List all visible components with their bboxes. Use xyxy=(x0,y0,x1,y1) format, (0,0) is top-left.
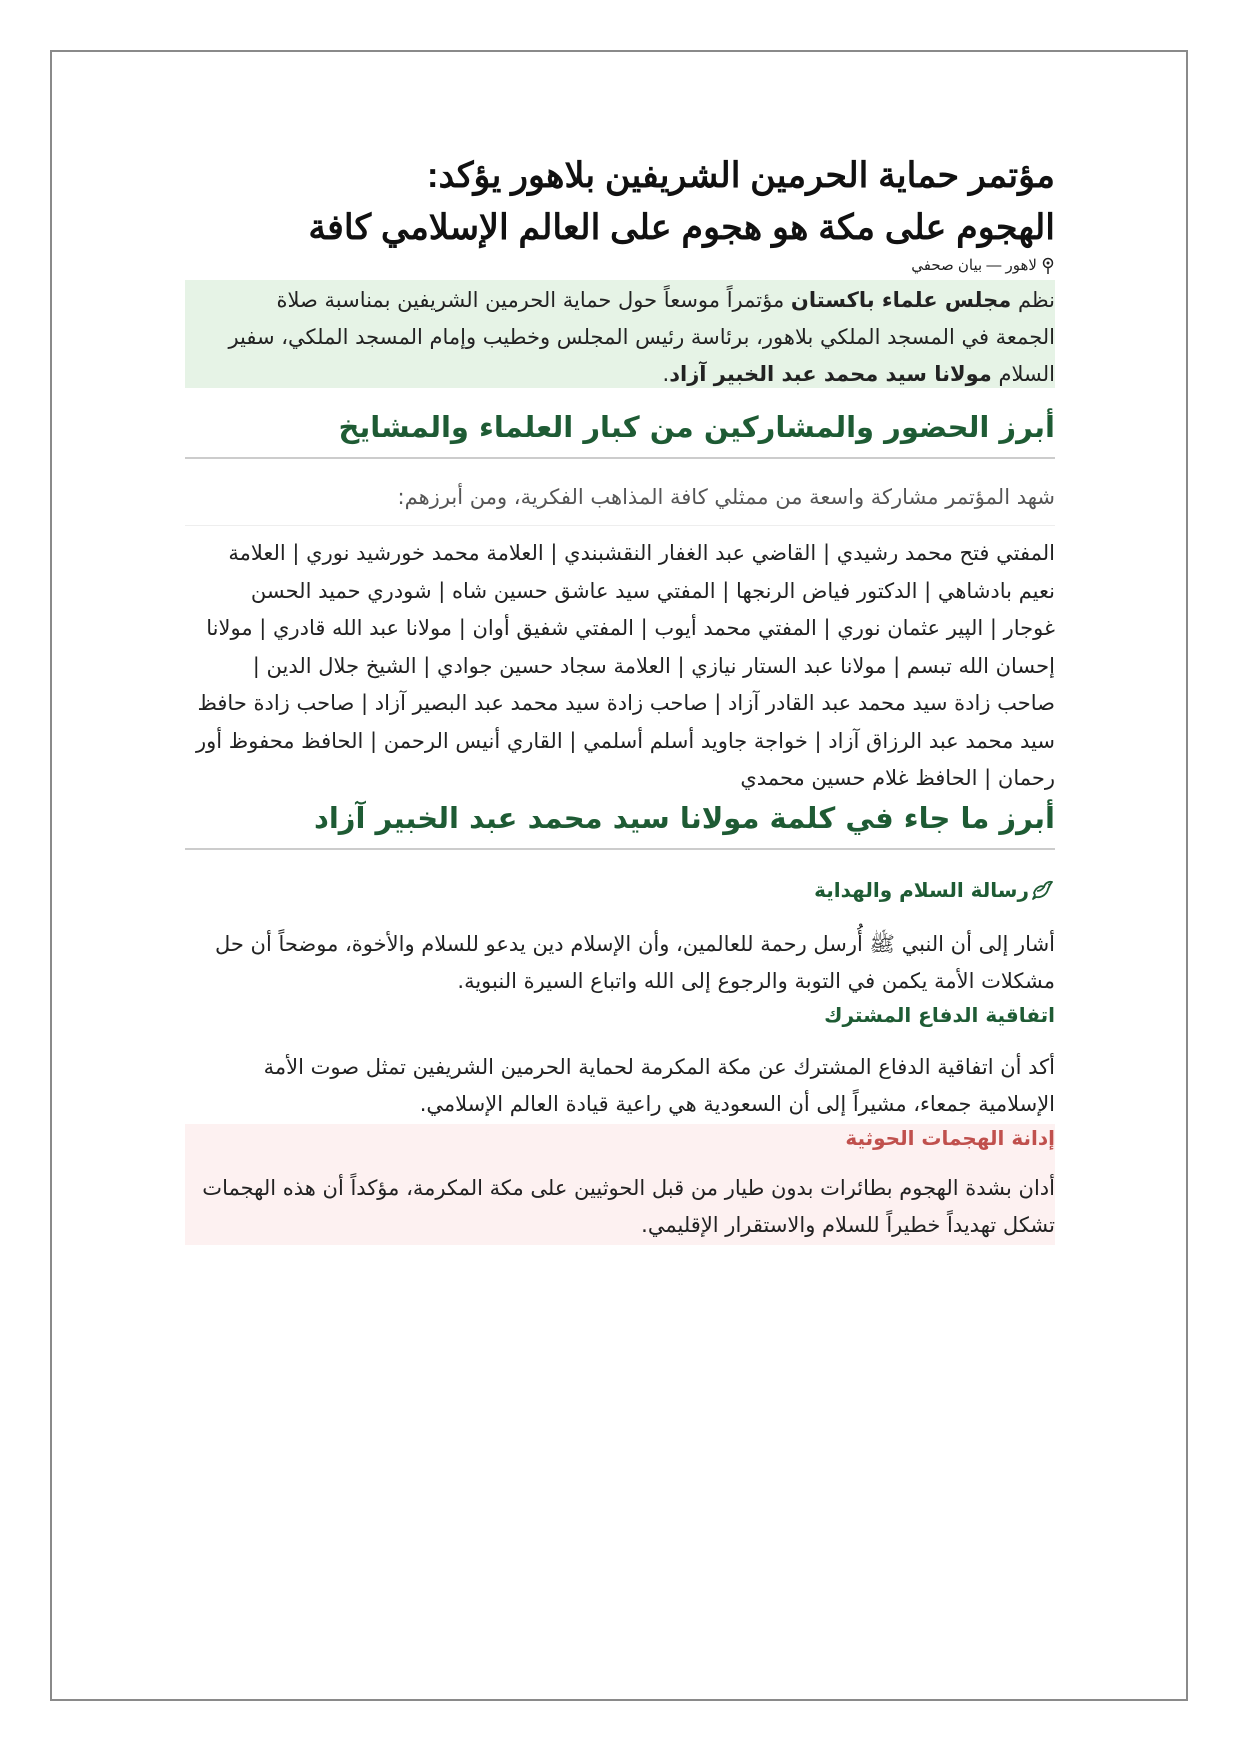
intro-org-name: مجلس علماء باكستان xyxy=(790,288,1012,312)
participants-list: المفتي فتح محمد رشيدي | القاضي عبد الغفار النقشبندي | العلامة محمد خورشيد نوري | العلامة نعيم بادشاهي | الدكتور فياض الرنجها | المفتي سيد عاشق حسين شاه | شودري حميد الحسن غوجار | الپير عثمان نوري | المفتي محمد أيوب | المفتي شفيق أوان | مولانا عبد الله قادري | مولانا إحسان الله تبسم | مولانا عبد الستار نيازي | العلامة سجاد حسين جوادي | الشيخ جلال الدين | صاحب زادة سيد محمد عبد القادر آزاد | صاحب زادة سيد محمد عبد البصير آزاد | صاحب زادة حافظ سيد محمد عبد الرزاق آزاد | خواجة جاويد أسلم أسلمي | القاري أنيس الرحمن | الحافظ محفوظ أور رحمان | الحافظ غلام حسين محمدي xyxy=(196,541,1055,790)
point-title-text: رسالة السلام والهداية xyxy=(814,877,1029,902)
intro-text-1: نظم xyxy=(1011,288,1055,312)
point-title-text: اتفاقية الدفاع المشترك xyxy=(824,1002,1055,1027)
intro-text-2: مؤتمراً موسعاً حول حماية الحرمين الشريفين بمناسبة صلاة الجمعة في المسجد الملكي بلاهور، برئاسة رئيس المجلس وخطيب وإمام المسجد الملكي، سفير السلام xyxy=(228,288,1055,386)
article-title-line-1: مؤتمر حماية الحرمين الشريفين بلاهور يؤكد: xyxy=(426,156,1055,195)
intro-leader-name: مولانا سيد محمد عبد الخبير آزاد xyxy=(669,362,992,386)
intro-text-3: . xyxy=(662,362,670,386)
section-divider xyxy=(185,848,1055,850)
point-body-condemnation: أدان بشدة الهجوم بطائرات بدون طيار من قبل الحوثيين على مكة المكرمة، مؤكداً أن هذه الهجمات تشكل تهديداً خطيراً للسلام والاستقرار الإقليمي. xyxy=(202,1175,1055,1237)
article xyxy=(185,150,1055,1245)
point-title-condemnation xyxy=(185,1124,1055,1152)
section-title-speech: أبرز ما جاء في كلمة مولانا سيد محمد عبد الخبير آزاد xyxy=(313,800,1055,835)
condemnation-box xyxy=(185,1124,1055,1245)
article-title-line-2: الهجوم على مكة هو هجوم على العالم الإسلامي كافة xyxy=(308,208,1055,247)
intro-paragraph xyxy=(185,280,1055,388)
point-body-peace: أشار إلى أن النبي ﷺ أُرسل رحمة للعالمين، وأن الإسلام دين يدعو للسلام والأخوة، موضحاً أن حل مشكلات الأمة يكمن في التوبة والرجوع إلى الله واتباع السيرة النبوية. xyxy=(214,931,1055,993)
point-body-defense: أكد أن اتفاقية الدفاع المشترك عن مكة المكرمة لحماية الحرمين الشريفين تمثل صوت الأمة الإسلامية جمعاء، مشيراً إلى أن السعودية هي راعية قيادة العالم الإسلامي. xyxy=(263,1054,1055,1116)
section-divider xyxy=(185,457,1055,459)
dove-icon xyxy=(1031,879,1055,901)
point-title-defense xyxy=(185,1001,1055,1029)
section-title-participants: أبرز الحضور والمشاركين من كبار العلماء والمشايخ xyxy=(338,410,1055,444)
point-title-text: إدانة الهجمات الحوثية xyxy=(845,1125,1055,1150)
location-pin-icon xyxy=(1041,257,1055,275)
participants-intro: شهد المؤتمر مشاركة واسعة من ممثلي كافة المذاهب الفكرية، ومن أبرزهم: xyxy=(185,479,1055,526)
dateline xyxy=(185,254,1055,278)
article-title xyxy=(185,150,1055,254)
point-title-peace xyxy=(185,876,1055,904)
dateline-text: لاهور — بيان صحفي xyxy=(911,257,1037,274)
